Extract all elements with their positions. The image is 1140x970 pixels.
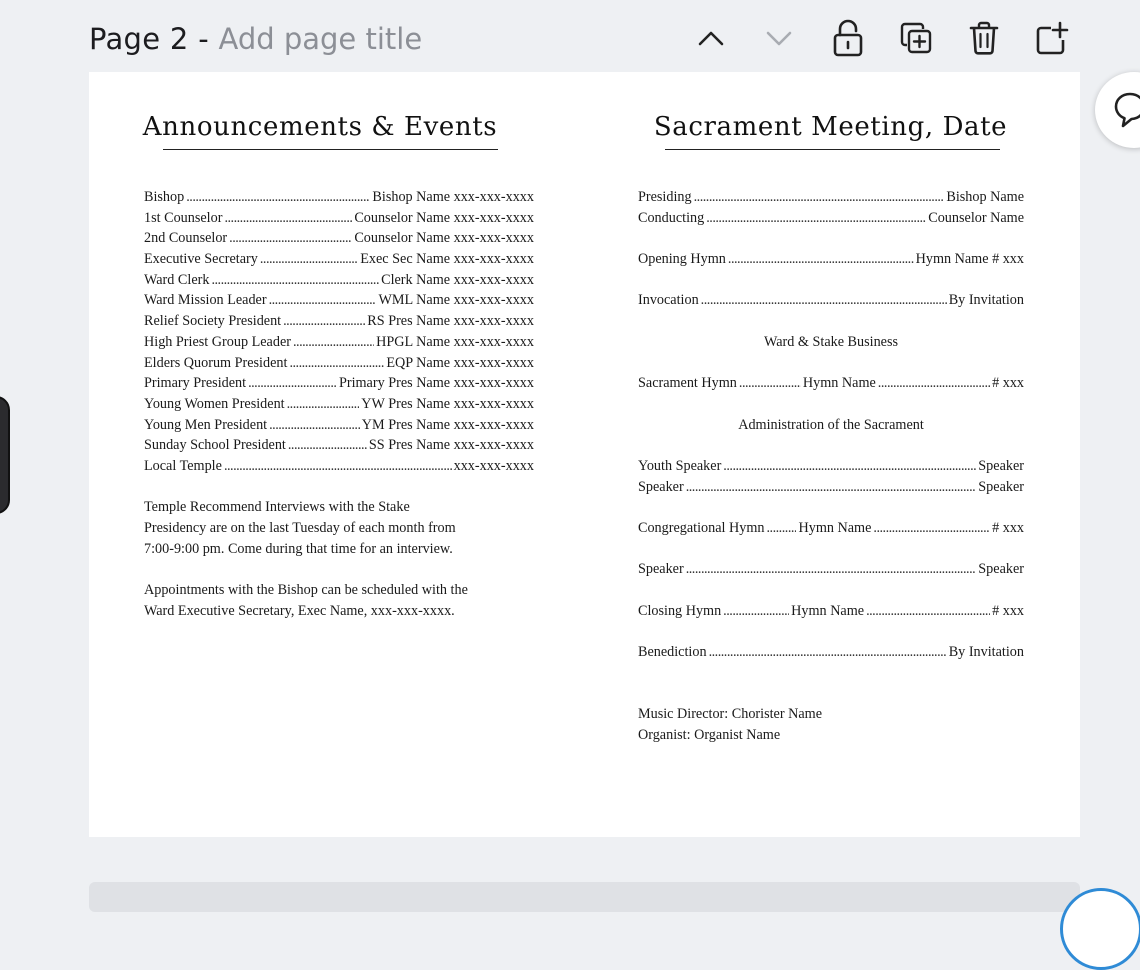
spacer [638,663,1024,684]
program-line-benediction: Benediction ..... By Invitation [638,642,1024,663]
program-line-sacrament-hymn: Sacrament Hymn ..... Hymn Name ..... # xxx [638,373,1024,394]
contact-line: Young Women President ..... YW Pres Name xxx-xxx-xxxx [144,394,534,415]
lock-page-button[interactable] [824,14,872,62]
add-page-icon [1035,20,1069,56]
program-line-conducting: Conducting ..... Counselor Name [638,208,1024,229]
spacer [638,270,1024,291]
page-title-input[interactable] [218,22,538,56]
program-line-opening-hymn: Opening Hymn ..... Hymn Name # xxx [638,249,1024,270]
spacer [144,559,534,580]
temple-note-line: Temple Recommend Interviews with the Stake [144,499,410,516]
program-line-youth-speaker: Youth Speaker ..... Speaker [638,456,1024,477]
contact-line: Primary President ..... Primary Pres Name xxx-xxx-xxxx [144,373,534,394]
chevron-down-icon [765,29,793,47]
spacer [638,311,1024,332]
organist-line: Organist: Organist Name [638,726,781,743]
contact-line: Executive Secretary ..... Exec Sec Name xxx-xxx-xxxx [144,249,534,270]
spacer [638,353,1024,374]
sacrament-heading: Sacrament Meeting, Date [653,112,1008,142]
contact-line: Local Temple ..... xxx-xxx-xxxx [144,456,534,477]
add-comment-button[interactable] [1095,72,1140,148]
program-line-invocation: Invocation ..... By Invitation [638,290,1024,311]
side-panel-handle[interactable] [0,396,10,514]
move-page-down-button[interactable] [755,14,803,62]
contact-line: 1st Counselor ..... Counselor Name xxx-xxx-xxxx [144,208,534,229]
contact-line: Ward Mission Leader ..... WML Name xxx-xxx-xxxx [144,290,534,311]
duplicate-page-icon [899,21,933,55]
contact-line: Elders Quorum President ..... EQP Name xxx-xxx-xxxx [144,353,534,374]
contact-line: Young Men President ..... YM Pres Name xxx-xxx-xxxx [144,415,534,436]
spacer [638,497,1024,518]
announcements-heading: Announcements & Events [142,112,498,142]
spacer [638,621,1024,642]
program-line-congregational-hymn: Congregational Hymn ..... Hymn Name ..... # xxx [638,518,1024,539]
spacer [638,228,1024,249]
contact-line: Relief Society President ..... RS Pres Name xxx-xxx-xxxx [144,311,534,332]
comment-icon [1113,91,1140,129]
heading-underline [665,149,1000,150]
spacer [638,435,1024,456]
move-page-up-button[interactable] [687,14,735,62]
temple-note-line: Presidency are on the last Tuesday of each month from [144,520,456,536]
contact-line: Ward Clerk ..... Clerk Name xxx-xxx-xxxx [144,270,534,291]
bishop-note-line: Ward Executive Secretary, Exec Name, xxx-xxx-xxxx. [144,602,455,619]
contact-line: Bishop ..... Bishop Name xxx-xxx-xxxx [144,187,534,208]
program-line-speaker: Speaker ..... Speaker [638,477,1024,498]
program-line-presiding: Presiding ..... Bishop Name [638,187,1024,208]
page-header [89,18,538,60]
next-page-preview[interactable] [89,882,1080,912]
lock-icon [832,19,864,57]
delete-page-button[interactable] [960,14,1008,62]
spacer [638,580,1024,601]
spacer [638,394,1024,415]
music-director-line: Music Director: Chorister Name [638,706,822,723]
contact-line: Sunday School President ..... SS Pres Name xxx-xxx-xxxx [144,435,534,456]
bishop-note-line: Appointments with the Bishop can be scheduled with the [144,582,468,599]
spacer [638,539,1024,560]
spacer [144,477,534,498]
help-button[interactable] [1060,888,1140,970]
contact-line: 2nd Counselor ..... Counselor Name xxx-xxx-xxxx [144,228,534,249]
add-page-button[interactable] [1028,14,1076,62]
heading-underline [163,149,498,150]
ward-business-line: Ward & Stake Business [763,333,899,350]
program-line-speaker: Speaker ..... Speaker [638,559,1024,580]
spacer [638,684,1024,705]
duplicate-page-button[interactable] [892,14,940,62]
contact-line: High Priest Group Leader ..... HPGL Name xxx-xxx-xxxx [144,332,534,353]
document-page[interactable] [89,72,1080,837]
program-text [638,187,1024,746]
temple-note-line: 7:00-9:00 pm. Come during that time for an interview. [144,540,453,557]
page-number-label: Page 2 - [89,22,219,56]
chevron-up-icon [697,29,725,47]
announcements-text [144,187,534,621]
program-line-closing-hymn: Closing Hymn ..... Hymn Name ..... # xxx [638,601,1024,622]
administration-line: Administration of the Sacrament [738,416,924,433]
trash-icon [968,20,1000,56]
